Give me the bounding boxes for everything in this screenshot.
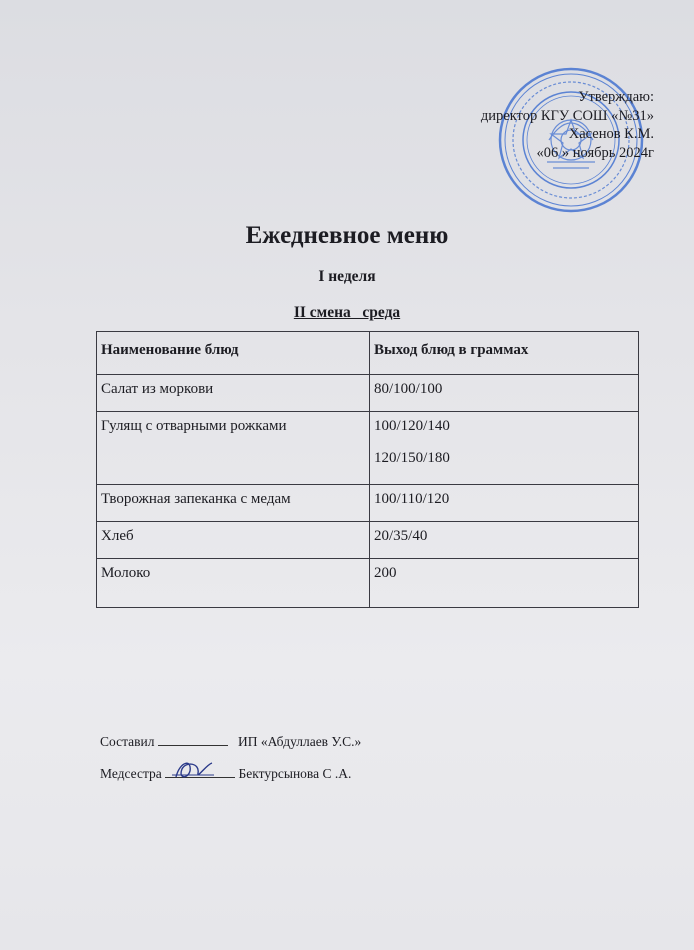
table-row <box>97 412 639 485</box>
output-value: 80/100/100 <box>374 381 443 397</box>
output-value: 120/150/180 <box>374 450 450 466</box>
approval-heading: Утверждаю: <box>578 89 654 105</box>
handwritten-signature <box>170 757 218 783</box>
dish-output <box>370 412 639 485</box>
nurse-value: Бектурсынова С .А. <box>238 766 352 781</box>
table-header-row <box>97 332 639 375</box>
dish-name: Молоко <box>97 559 370 608</box>
dish-name: Салат из моркови <box>97 375 370 412</box>
column-header-dish: Наименование блюд <box>97 332 370 375</box>
nurse-line <box>100 766 351 782</box>
compiled-by-value: ИП «Абдуллаев У.С.» <box>237 734 362 749</box>
column-header-output: Выход блюд в граммах <box>370 332 639 375</box>
dish-output <box>370 375 639 412</box>
table-row <box>97 559 639 608</box>
table-row <box>97 375 639 412</box>
approval-signer: Хасенов К.М. <box>568 126 654 142</box>
output-value: 200 <box>374 565 397 581</box>
shift-day-label: II смена среда <box>293 304 401 321</box>
dish-output <box>370 559 639 608</box>
dish-output <box>370 522 639 559</box>
output-value: 100/110/120 <box>374 491 450 507</box>
menu-table <box>96 331 639 608</box>
dish-output <box>370 485 639 522</box>
approval-position: директор КГУ СОШ «№31» <box>480 107 654 124</box>
table-row <box>97 522 639 559</box>
approval-date: «06 » ноябрь 2024г <box>536 144 654 161</box>
compiled-by-line <box>100 734 361 750</box>
nurse-label: Медсестра <box>100 766 162 781</box>
dish-name: Творожная запеканка с медам <box>97 485 370 522</box>
output-value: 100/120/140 <box>374 418 450 434</box>
dish-name: Гулящ с отварными рожками <box>97 412 370 485</box>
table-row <box>97 485 639 522</box>
page-title: Ежедневное меню <box>245 222 449 249</box>
signature-blank <box>158 735 228 746</box>
week-label: I неделя <box>318 268 376 285</box>
dish-name: Хлеб <box>97 522 370 559</box>
compiled-by-label: Составил <box>100 734 155 749</box>
approval-block <box>481 88 654 162</box>
output-value: 20/35/40 <box>374 528 428 544</box>
